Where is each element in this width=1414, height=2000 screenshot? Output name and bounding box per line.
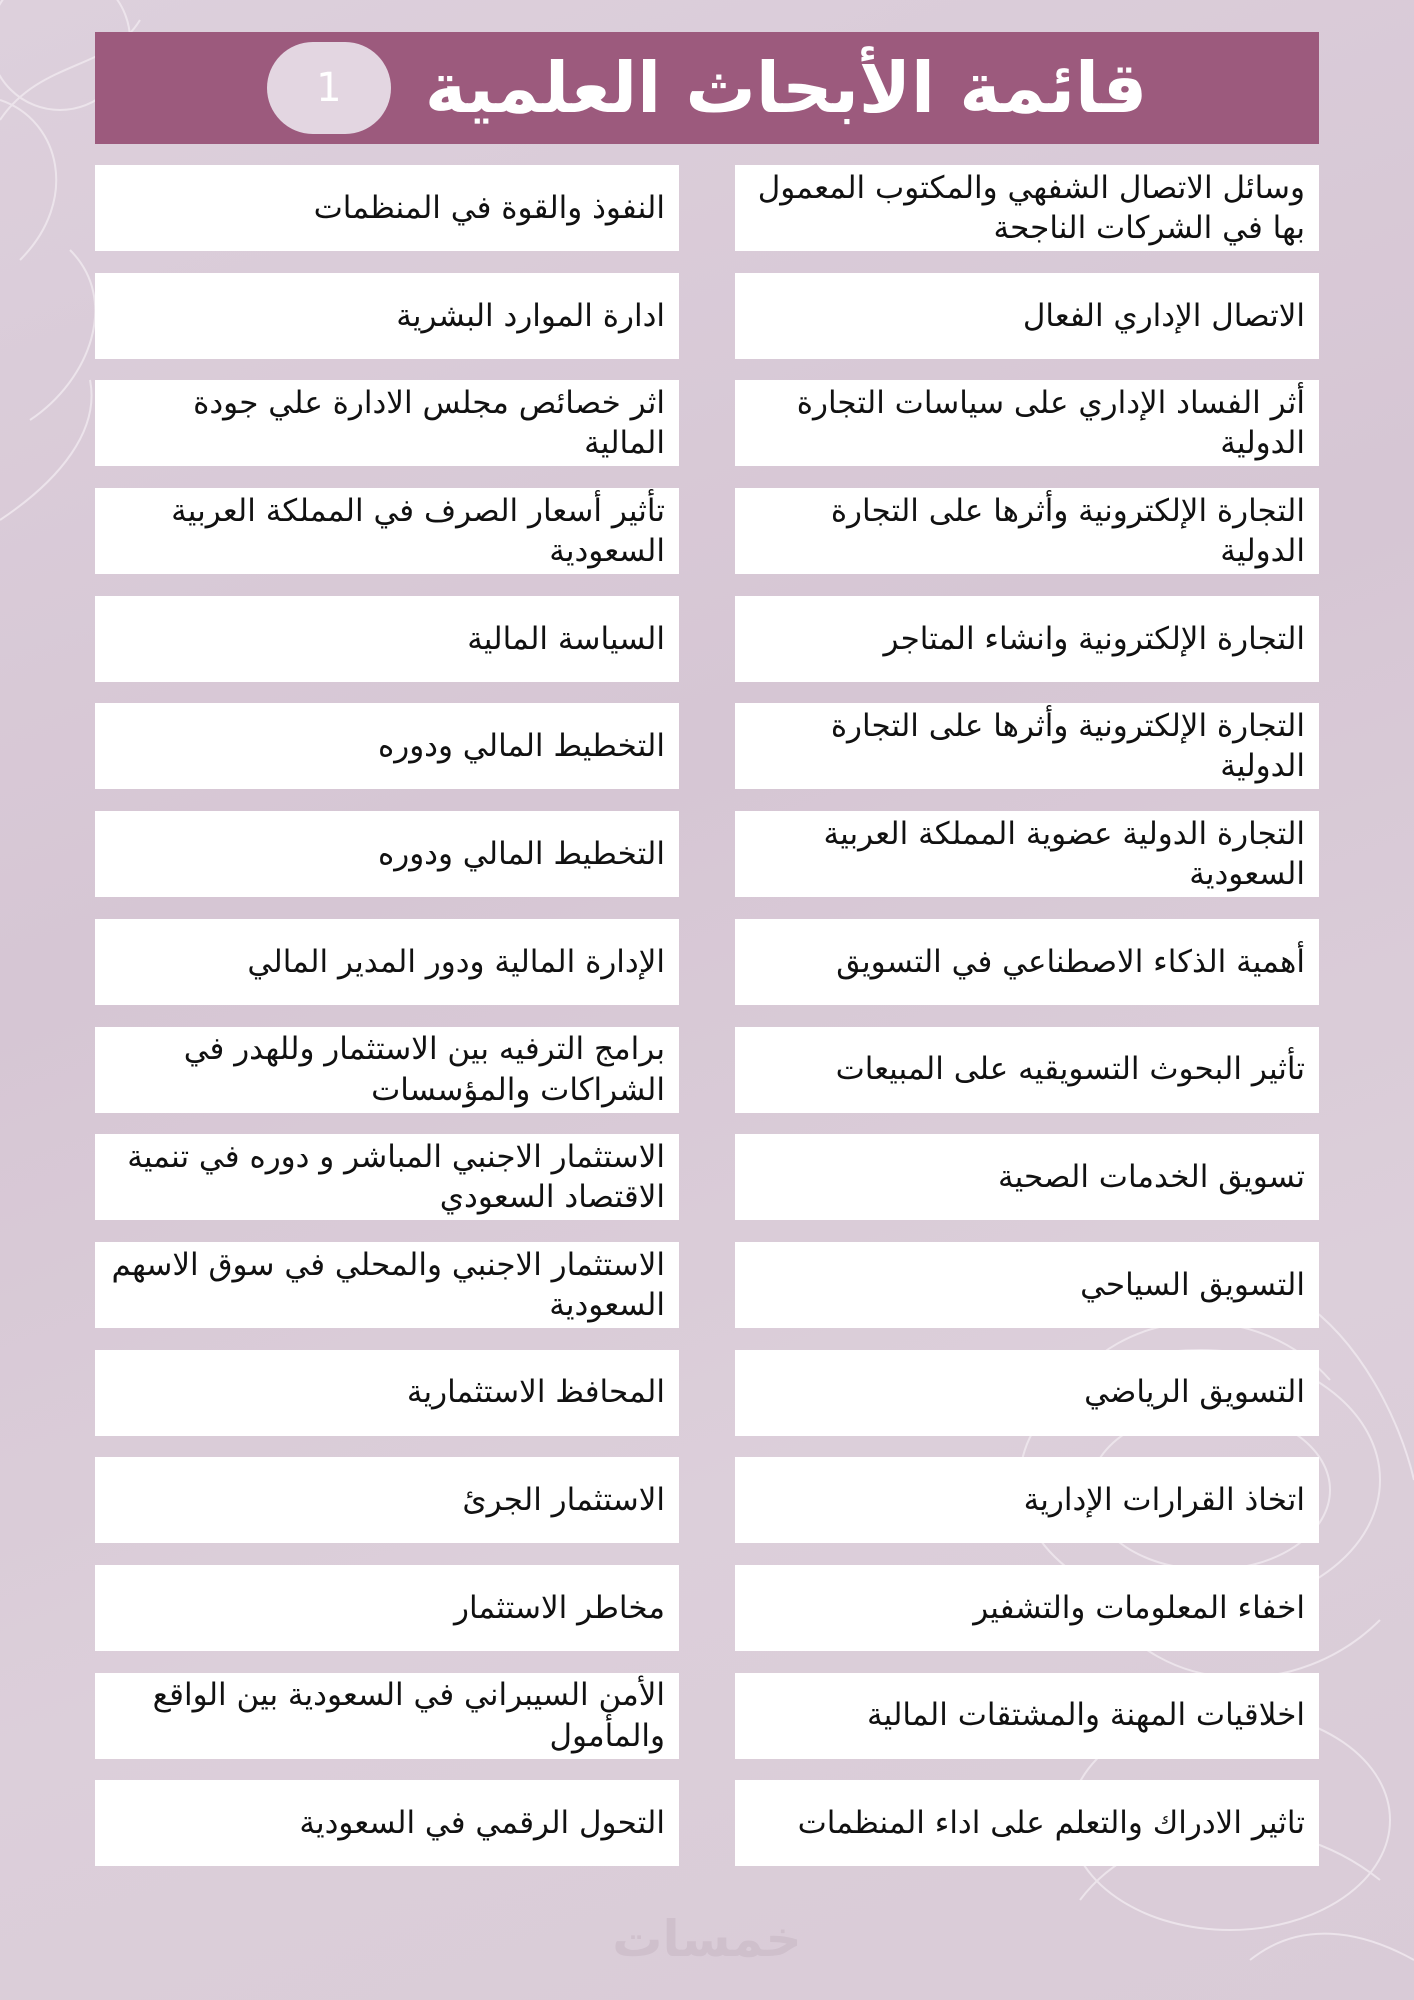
- watermark-logo: خمسات: [612, 1910, 802, 1968]
- topic-item: السياسة المالية: [95, 596, 679, 682]
- topic-item: تأثير البحوث التسويقيه على المبيعات: [735, 1027, 1319, 1113]
- topic-item: الاتصال الإداري الفعال: [735, 273, 1319, 359]
- topic-item: اثر خصائص مجلس الادارة علي جودة المالية: [95, 380, 679, 466]
- topic-item: اخفاء المعلومات والتشفير: [735, 1565, 1319, 1651]
- title-banner: [95, 32, 1319, 144]
- topic-item: التحول الرقمي في السعودية: [95, 1780, 679, 1866]
- topic-item: وسائل الاتصال الشفهي والمكتوب المعمول بها في الشركات الناجحة: [735, 165, 1319, 251]
- topic-item: أثر الفساد الإداري على سياسات التجارة الدولية: [735, 380, 1319, 466]
- topic-item: الاستثمار الاجنبي المباشر و دوره في تنمية الاقتصاد السعودي: [95, 1134, 679, 1220]
- topic-item: مخاطر الاستثمار: [95, 1565, 679, 1651]
- topic-item: التسويق السياحي: [735, 1242, 1319, 1328]
- topic-item: المحافظ الاستثمارية: [95, 1350, 679, 1436]
- topic-item: التخطيط المالي ودوره: [95, 703, 679, 789]
- topic-item: ادارة الموارد البشرية: [95, 273, 679, 359]
- topic-item: النفوذ والقوة في المنظمات: [95, 165, 679, 251]
- topic-item: التجارة الإلكترونية وأثرها على التجارة الدولية: [735, 488, 1319, 574]
- topic-item: تسويق الخدمات الصحية: [735, 1134, 1319, 1220]
- topic-item: اخلاقيات المهنة والمشتقات المالية: [735, 1673, 1319, 1759]
- topic-item: الاستثمار الجرئ: [95, 1457, 679, 1543]
- topic-item: أهمية الذكاء الاصطناعي في التسويق: [735, 919, 1319, 1005]
- topic-item: تاثير الادراك والتعلم على اداء المنظمات: [735, 1780, 1319, 1866]
- topic-item: التجارة الإلكترونية وأثرها على التجارة الدولية: [735, 703, 1319, 789]
- topic-item: تأثير أسعار الصرف في المملكة العربية السعودية: [95, 488, 679, 574]
- topic-item: اتخاذ القرارات الإدارية: [735, 1457, 1319, 1543]
- topic-item: الاستثمار الاجنبي والمحلي في سوق الاسهم السعودية: [95, 1242, 679, 1328]
- page-number-badge: 1: [267, 42, 391, 134]
- topics-grid: [95, 165, 1319, 1866]
- topic-item: برامج الترفيه بين الاستثمار وللهدر في الشراكات والمؤسسات: [95, 1027, 679, 1113]
- page-title: قائمة الأبحاث العلمية: [424, 47, 1148, 129]
- topic-item: الأمن السيبراني في السعودية بين الواقع والمأمول: [95, 1673, 679, 1759]
- topic-item: التجارة الدولية عضوية المملكة العربية السعودية: [735, 811, 1319, 897]
- topic-item: التسويق الرياضي: [735, 1350, 1319, 1436]
- topic-item: التجارة الإلكترونية وانشاء المتاجر: [735, 596, 1319, 682]
- topic-item: الإدارة المالية ودور المدير المالي: [95, 919, 679, 1005]
- topic-item: التخطيط المالي ودوره: [95, 811, 679, 897]
